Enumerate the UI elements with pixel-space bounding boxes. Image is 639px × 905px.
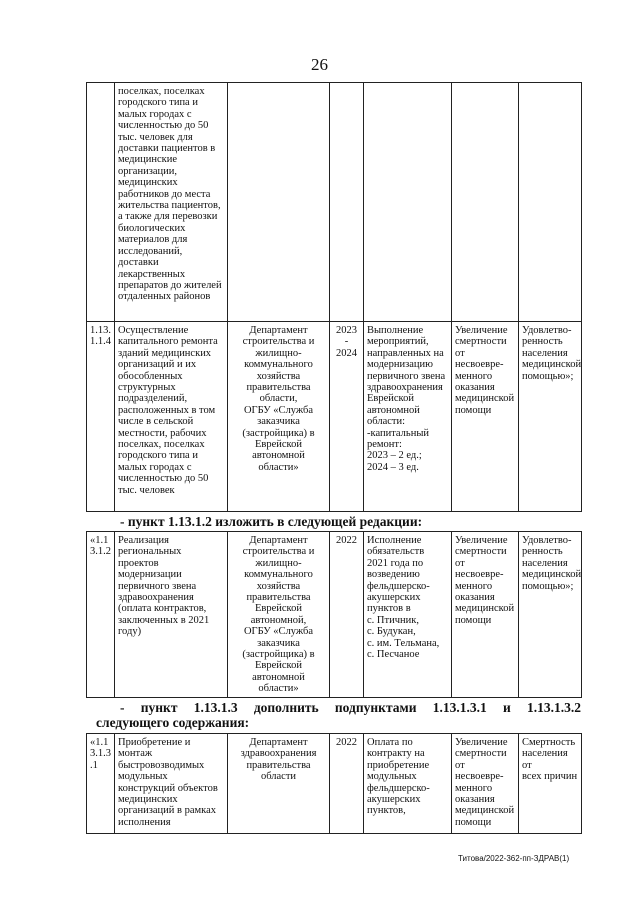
cell-number <box>87 83 115 322</box>
cell-name: Осуществление капитального ремонта зданий медицинских организаций и их обособленных структурных подразделений, расположенных в том числе в сельской местности, рабочих поселках, поселках городского типа и малых городах с численностью до 50 тыс. человек <box>115 322 228 512</box>
cell-activity <box>364 83 452 322</box>
cell-result: Увеличение смертности от несвоевре- менного оказания медицинской помощи <box>452 322 519 512</box>
cell-number: 1.13. 1.1.4 <box>87 322 115 512</box>
cell-year: 2022 <box>330 532 364 698</box>
cell-executor: Департамент строительства и жилищно- коммунального хозяйства правительства области, ОГБУ «Служба заказчика (застройщика) в Еврейской автономной области» <box>228 322 330 512</box>
measures-table-2 <box>86 531 582 698</box>
paragraph-supplement-1.13.1.3: - пункт 1.13.1.3 дополнить подпунктами 1.13.1.3.1 и 1.13.1.3.2 <box>120 700 581 715</box>
cell-name: Реализация региональных проектов модернизации первичного звена здравоохранения (оплата контрактов, заключенных в 2021 году) <box>115 532 228 698</box>
cell-goal: Смертность населения от всех причин <box>519 734 582 834</box>
measures-table-1 <box>86 82 582 512</box>
page-number: 26 <box>311 55 328 74</box>
table-row <box>87 734 582 834</box>
cell-activity: Исполнение обязательств 2021 года по возведению фельдшерско- акушерских пунктов в с. Птичник, с. Будукан, с. им. Тельмана, с. Песчаное <box>364 532 452 698</box>
cell-executor: Департамент строительства и жилищно- коммунального хозяйства правительства Еврейской автономной, ОГБУ «Служба заказчика (застройщика) в Еврейской автономной области» <box>228 532 330 698</box>
table-row <box>87 83 582 322</box>
paragraph-amend-1.13.1.2: - пункт 1.13.1.2 изложить в следующей редакции: <box>120 514 423 529</box>
cell-number: «1.1 3.1.3 .1 <box>87 734 115 834</box>
document-footer-id: Титова/2022-362-пп-ЗДРАВ(1) <box>458 854 570 863</box>
table-row <box>87 532 582 698</box>
cell-year <box>330 83 364 322</box>
cell-goal: Удовлетво- ренность населения медицинской помощью»; <box>519 532 582 698</box>
table-row <box>87 322 582 512</box>
cell-goal <box>519 83 582 322</box>
cell-executor <box>228 83 330 322</box>
cell-activity: Выполнение мероприятий, направленных на модернизацию первичного звена здравоохранения Еврейской автономной области: -капитальный ремонт: 2023 – 2 ед.; 2024 – 3 ед. <box>364 322 452 512</box>
cell-year: 2022 <box>330 734 364 834</box>
cell-goal: Удовлетво- ренность населения медицинской помощью»; <box>519 322 582 512</box>
paragraph-supplement-continuation: следующего содержания: <box>96 715 250 730</box>
measures-table-3 <box>86 733 582 834</box>
cell-result <box>452 83 519 322</box>
cell-result: Увеличение смертности от несвоевре- менного оказания медицинской помощи <box>452 734 519 834</box>
cell-year: 2023 - 2024 <box>330 322 364 512</box>
cell-result: Увеличение смертности от несвоевре- менного оказания медицинской помощи <box>452 532 519 698</box>
cell-number: «1.1 3.1.2 <box>87 532 115 698</box>
cell-name: Приобретение и монтаж быстровозводимых модульных конструкций объектов медицинских организаций в рамках исполнения <box>115 734 228 834</box>
cell-activity: Оплата по контракту на приобретение модульных фельдшерско- акушерских пунктов, <box>364 734 452 834</box>
cell-name: поселках, поселках городского типа и малых городах с численностью до 50 тыс. человек для доставки пациентов в медицинские организации, медицинских работников до места жительства пациентов, а также для перевозки биологических материалов для исследований, доставки лекарственных препаратов до жителей отдаленных районов <box>115 83 228 322</box>
cell-executor: Департамент здравоохранения правительства области <box>228 734 330 834</box>
